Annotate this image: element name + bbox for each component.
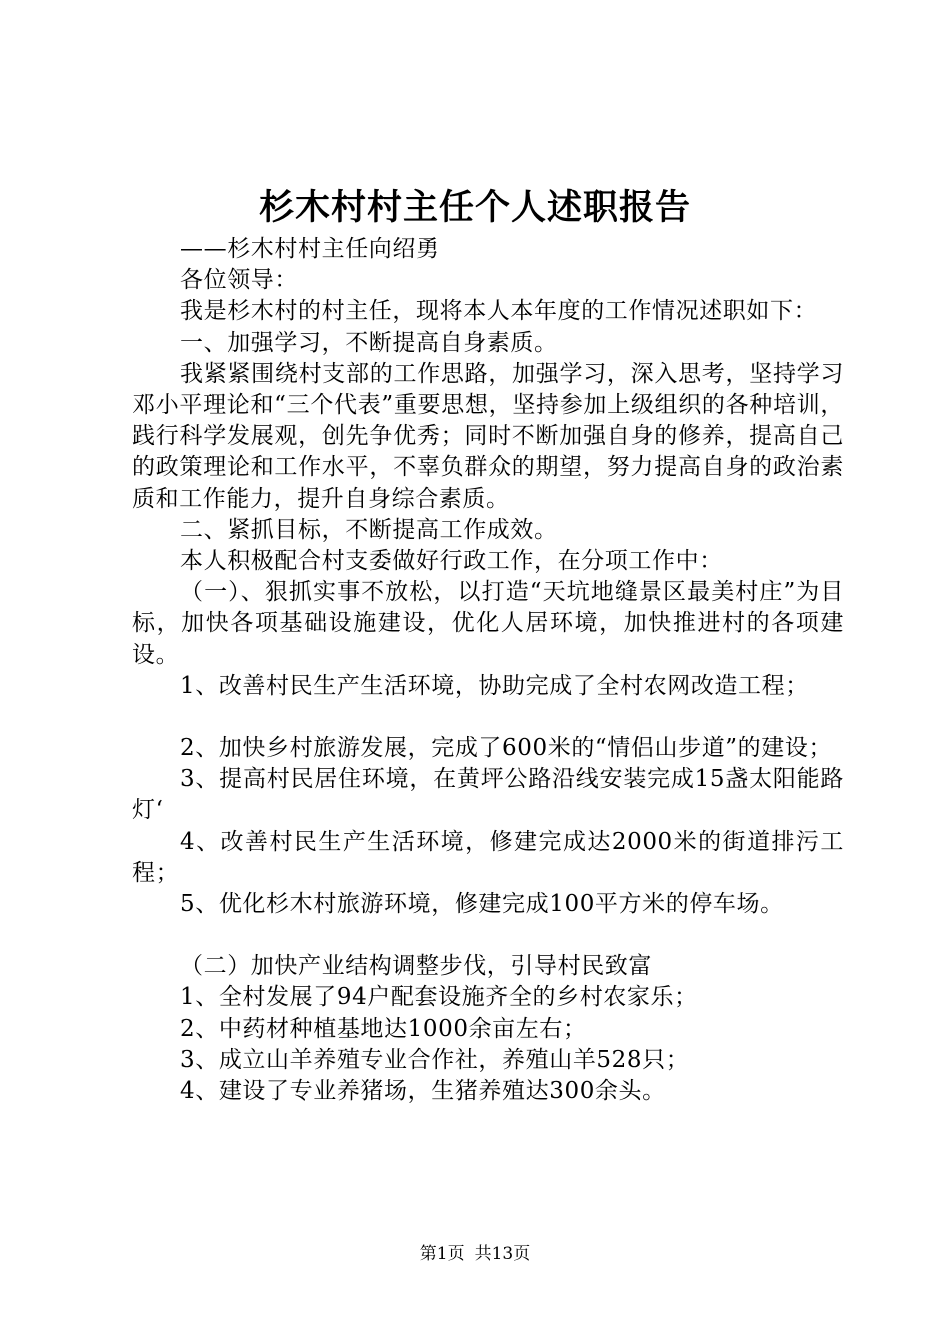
section-heading-1: 一、加强学习，不断提高自身素质。 — [180, 329, 558, 356]
document-body — [132, 234, 844, 1107]
list-item: 5、优化杉木村旅游环境，修建完成100平方米的停车场。 — [180, 891, 784, 918]
page-total: 共13页 — [474, 1244, 531, 1264]
list-item: 3、提高村民居住环境，在黄坪公路沿线安装完成15盏太阳能路灯‘ — [132, 766, 844, 824]
page-footer — [0, 1243, 950, 1265]
document-title: 杉木村村主任个人述职报告 — [258, 187, 691, 228]
paragraph-study: 我紧紧围绕村支部的工作思路，加强学习，深入思考，坚持学习邓小平理论和“三个代表”重要思想，坚持参加上级组织的各种培训，践行科学发展观，创先争优秀；同时不断加强自身的修养，提高自己的政策理论和工作水平，不辜负群众的期望，努力提高自身的政治素质和工作能力，提升自身综合素质。 — [132, 360, 844, 512]
list-item: 2、中药材种植基地达1000余亩左右； — [180, 1015, 587, 1042]
list-item: 4、建设了专业养猪场，生猪养殖达300余头。 — [180, 1078, 666, 1105]
paragraph-admin: 本人积极配合村支委做好行政工作，在分项工作中： — [180, 548, 723, 575]
section-heading-2: 二、紧抓目标，不断提高工作成效。 — [180, 516, 558, 543]
paragraph-intro: 我是杉木村的村主任，现将本人本年度的工作情况述职如下： — [180, 298, 818, 325]
subsection-heading-2: （二）加快产业结构调整步伐，引导村民致富 — [180, 953, 652, 980]
salutation: 各位领导： — [180, 267, 298, 294]
list-item: 1、全村发展了94户配套设施齐全的乡村农家乐； — [180, 984, 698, 1011]
list-item: 2、加快乡村旅游发展，完成了600米的“情侣山步道”的建设； — [180, 735, 833, 762]
list-item: 3、成立山羊养殖专业合作社，养殖山羊528只； — [180, 1046, 690, 1073]
subsection-heading-1: （一）、狠抓实事不放松，以打造“天坑地缝景区最美村庄”为目标，加快各项基础设施建设，优化人居环境，加快推进村的各项建设。 — [132, 579, 844, 668]
list-item: 1、改善村民生产生活环境，协助完成了全村农网改造工程； — [180, 672, 809, 699]
byline: ——杉木村村主任向绍勇 — [180, 236, 440, 262]
page-number: 第1页 — [419, 1244, 465, 1264]
list-item: 4、改善村民生产生活环境，修建完成达2000米的街道排污工程； — [132, 828, 844, 886]
